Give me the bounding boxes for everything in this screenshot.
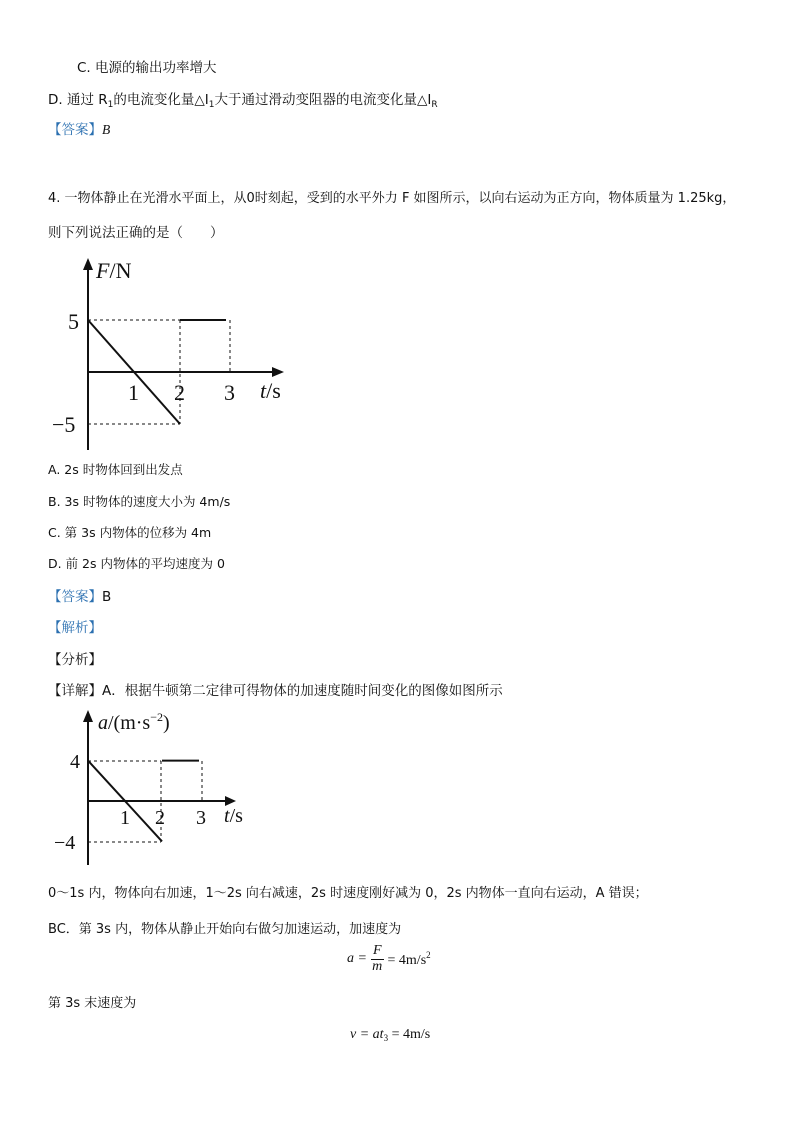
x-tick-2: 2 xyxy=(155,807,165,829)
answer-q4 xyxy=(48,585,111,605)
option-c-prev: C. 电源的输出功率增大 xyxy=(77,60,217,76)
formula2-sub: 3 xyxy=(383,1033,389,1043)
x-tick-3: 3 xyxy=(224,380,235,405)
q4-stem-line1: 4. 一物体静止在光滑水平面上，从0时刻起，受到的水平外力 F 如图所示，以向右运动为正方向，物体质量为 1.25kg， xyxy=(48,191,736,206)
y-axis-label: F/N xyxy=(96,258,132,283)
answer-label-q4: 【答案】 xyxy=(48,589,102,605)
x-tick-1: 1 xyxy=(120,807,130,829)
formula1-den: m xyxy=(372,958,383,974)
formula-acceleration xyxy=(347,944,431,974)
y-axis-arrow xyxy=(83,710,93,722)
x-axis-arrow xyxy=(272,367,284,377)
x-axis-label: t/s xyxy=(260,378,281,403)
formula1-num: F xyxy=(372,943,382,958)
acceleration-time-chart xyxy=(40,700,270,870)
formula1-sup: 2 xyxy=(426,949,431,960)
answer-value: B xyxy=(102,122,111,137)
y-tick-4: 4 xyxy=(70,751,80,773)
answer-value-q4: B xyxy=(102,589,112,605)
option-d-sub2: 1 xyxy=(208,100,215,110)
option-d-mid: 的电流变化量△I xyxy=(113,92,209,108)
y-tick-5: 5 xyxy=(68,309,79,334)
option-c: C. 第 3s 内物体的位移为 4m xyxy=(48,525,212,540)
x-tick-1: 1 xyxy=(128,380,139,405)
formula1-fraction xyxy=(371,944,384,974)
option-d: D. 前 2s 内物体的平均速度为 0 xyxy=(48,556,225,571)
formula1-rhs: = $4m/s^2$ xyxy=(387,949,431,968)
formula2-lhs: v = at xyxy=(350,1027,384,1042)
option-a: A. 2s 时物体回到出发点 xyxy=(48,462,183,477)
line-v: 第 3s 末速度为 xyxy=(48,996,137,1011)
explanation-a: 0～1s 内，物体向右加速，1～2s 向右减速，2s 时速度刚好减为 0，2s 内物体一直向右运动，A 错误； xyxy=(48,886,648,901)
y-axis-arrow xyxy=(83,258,93,270)
option-d-mid2: 大于通过滑动变阻器的电流变化量△I xyxy=(214,92,432,108)
explanation-bc: BC．第 3s 内，物体从静止开始向右做匀加速运动，加速度为 xyxy=(48,922,402,937)
formula1-lhs: a = xyxy=(347,951,367,967)
x-axis-label: t/s xyxy=(224,805,243,827)
y-tick-minus4: −4 xyxy=(54,832,76,854)
option-d-sub3: R xyxy=(431,100,438,110)
analysis-label: 【解析】 xyxy=(48,620,102,636)
fenxi-label: 【分析】 xyxy=(48,652,102,668)
q4-stem-line2: 则下列说法正确的是（ ） xyxy=(48,225,224,241)
y-tick-minus5: −5 xyxy=(52,412,76,437)
formula-velocity xyxy=(350,1027,430,1043)
answer-label: 【答案】 xyxy=(48,122,102,138)
option-d-sub1: 1 xyxy=(107,100,114,110)
detail-line: 【详解】A．根据牛顿第二定律可得物体的加速度随时间变化的图像如图所示 xyxy=(48,683,503,699)
option-d-prefix: D. 通过 R xyxy=(48,92,108,108)
x-tick-3: 3 xyxy=(196,807,206,829)
answer-prev xyxy=(48,118,110,138)
x-tick-2: 2 xyxy=(174,380,185,405)
y-axis-label: $a/(m\cdot s^{-2})$ xyxy=(98,710,170,734)
formula2-rhs: = 4m/s xyxy=(391,1027,431,1042)
option-b: B. 3s 时物体的速度大小为 4m/s xyxy=(48,494,231,509)
option-d-prev xyxy=(48,88,438,110)
force-time-chart xyxy=(40,250,310,455)
